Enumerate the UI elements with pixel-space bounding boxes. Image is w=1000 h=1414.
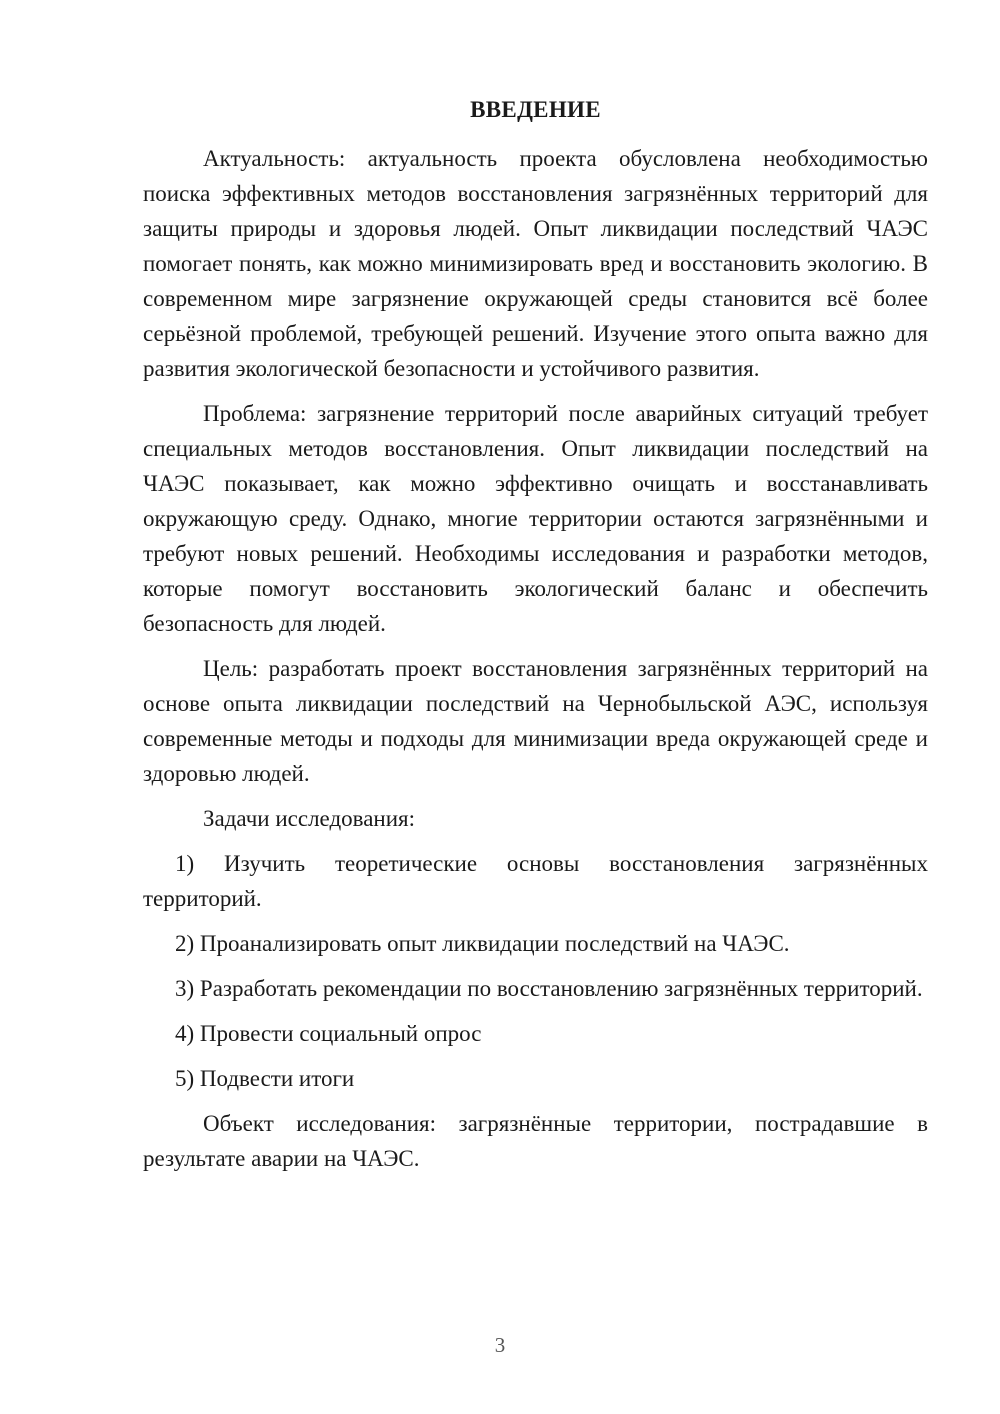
paragraph-problem: Проблема: загрязнение территорий после аварийных ситуаций требует специальных методов восстановления. Опыт ликвидации последствий на ЧАЭС показывает, как можно эффективно очищать и восстанавливать окружающую среду. Однако, многие территории остаются загрязнёнными и требуют новых решений. Необходимы исследования и разработки методов, которые помогут восстановить экологический баланс и обеспечить безопасность для людей. xyxy=(143,401,928,636)
paragraph-tasks-title: Задачи исследования: xyxy=(203,806,416,831)
section-heading: ВВЕДЕНИЕ xyxy=(470,97,601,122)
page-number: 3 xyxy=(494,1333,506,1357)
list-item: 2) Проанализировать опыт ликвидации последствий на ЧАЭС. xyxy=(175,931,790,956)
task-list xyxy=(143,846,928,1096)
list-item: 4) Провести социальный опрос xyxy=(175,1021,482,1046)
list-item: 5) Подвести итоги xyxy=(175,1066,355,1091)
paragraph-goal: Цель: разработать проект восстановления загрязнённых территорий на основе опыта ликвидации последствий на Чернобыльской АЭС, используя современные методы и подходы для минимизации вреда окружающей среде и здоровью людей. xyxy=(143,656,928,786)
paragraph-object: Объект исследования: загрязнённые территории, пострадавшие в результате аварии на ЧАЭС. xyxy=(143,1111,928,1171)
list-item: 3) Разработать рекомендации по восстановлению загрязнённых территорий. xyxy=(175,976,923,1001)
paragraph-relevance: Актуальность: актуальность проекта обусловлена необходимостью поиска эффективных методов восстановления загрязнённых территорий для защиты природы и здоровья людей. Опыт ликвидации последствий ЧАЭС помогает понять, как можно минимизировать вред и восстановить экологию. В современном мире загрязнение окружающей среды становится всё более серьёзной проблемой, требующей решений. Изучение этого опыта важно для развития экологической безопасности и устойчивого развития. xyxy=(143,146,928,381)
document-page xyxy=(143,92,928,1186)
list-item: 1) Изучить теоретические основы восстановления загрязнённых территорий. xyxy=(143,851,928,911)
